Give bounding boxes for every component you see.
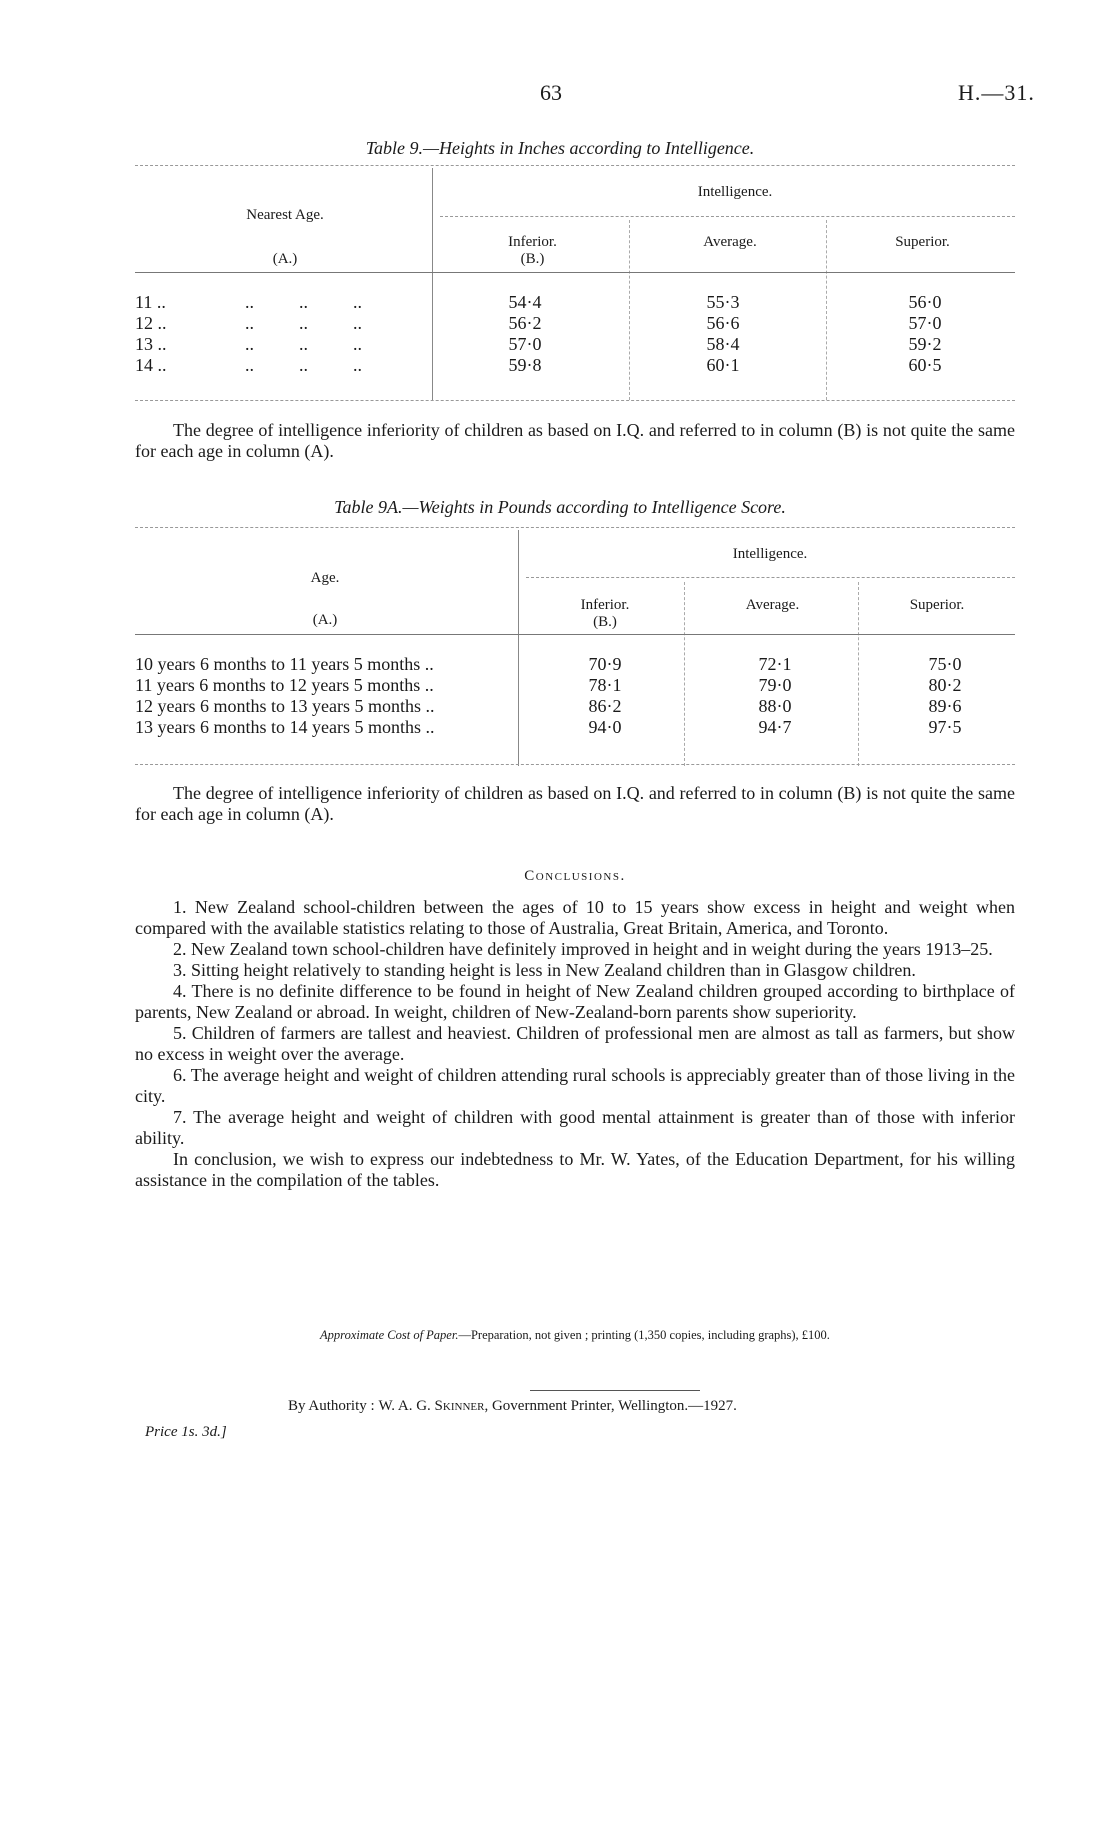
cost-label: Approximate Cost of Paper. (320, 1328, 459, 1342)
table9a-col-inferior-sub: (B.) (593, 614, 617, 630)
cost-text: —Preparation, not given ; printing (1,350 copies, including graphs), £100. (458, 1328, 830, 1342)
table9-cell-superior: 56·0 (908, 292, 942, 312)
conclusion-item: 2. New Zealand town school-children have definitely improved in height and in weight during the years 1913–25. (173, 939, 993, 959)
table9-cell-inferior: 57·0 (508, 334, 542, 354)
table9-col-divider-1 (629, 220, 630, 400)
table9a-cell-average: 72·1 (758, 654, 792, 674)
table9a-header-rule (135, 634, 1015, 635)
table9a-cell-inferior: 86·2 (588, 696, 622, 716)
table9-cell-average: 60·1 (706, 355, 740, 375)
table9-age-header: Nearest Age. (246, 207, 324, 223)
table9-col-inferior-sub: (B.) (520, 251, 545, 267)
table9a-col-average: Average. (745, 597, 800, 613)
table9-header-rule (135, 272, 1015, 273)
authority-line (288, 1398, 1028, 1415)
table9a-cell-superior: 75·0 (928, 654, 962, 674)
table9-row-leader: .. .. .. (245, 355, 362, 375)
conclusions-heading: Conclusions. (524, 868, 626, 884)
table9a-note (135, 783, 1015, 825)
table9-cell-average: 55·3 (706, 292, 740, 312)
conclusion-item: 4. There is no definite difference to be found in height of New Zealand children grouped according to birthplace of parents, New Zealand or abroad. In weight, children of New-Zealand-born parents show superiority. (135, 981, 1015, 1022)
table9-cell-superior: 59·2 (908, 334, 942, 354)
table9a-col-divider-2 (858, 582, 859, 766)
table9a-row-age: 10 years 6 months to 11 years 5 months .. (135, 654, 434, 674)
table9a-cell-superior: 80·2 (928, 675, 962, 695)
table9-row-age: 14 .. (135, 355, 167, 375)
authority-prefix: By Authority : (288, 1398, 375, 1414)
table9-cell-superior: 57·0 (908, 313, 942, 333)
table9a-cell-inferior: 78·1 (588, 675, 622, 695)
table9-col-inferior: Inferior. (508, 234, 557, 250)
table9-row-leader: .. .. .. (245, 334, 362, 354)
table9-cell-average: 58·4 (706, 334, 740, 354)
authority-rule (530, 1390, 700, 1391)
table9-col-divider-2 (826, 220, 827, 400)
conclusions-list (135, 897, 1015, 1191)
table9a-col-superior: Superior. (909, 597, 965, 613)
table9-row-age: 13 .. (135, 334, 167, 354)
table9-cell-superior: 60·5 (908, 355, 942, 375)
closing-acknowledgement: In conclusion, we wish to express our indebtedness to Mr. W. Yates, of the Education Department, for his willing assistance in the compilation of the tables. (135, 1149, 1015, 1190)
table9-row-leader: .. .. .. (245, 292, 362, 312)
table9-group-rule (440, 216, 1015, 217)
table9a-note-text: The degree of intelligence inferiority of children as based on I.Q. and referred to in column (B) is not quite the same for each age in column (A). (135, 783, 1015, 824)
table9-cell-inferior: 56·2 (508, 313, 542, 333)
page-number: 63 (540, 80, 562, 105)
table9-group-header: Intelligence. (697, 184, 773, 200)
table9-bottom-rule (135, 400, 1015, 401)
table9a-row-age: 13 years 6 months to 14 years 5 months .. (135, 717, 435, 737)
table9a-cell-average: 79·0 (758, 675, 792, 695)
table9a-cell-superior: 97·5 (928, 717, 962, 737)
table9a-row-age: 11 years 6 months to 12 years 5 months .. (135, 675, 434, 695)
table9-cell-average: 56·6 (706, 313, 740, 333)
conclusion-item: 7. The average height and weight of children with good mental attainment is greater than of those with inferior ability. (135, 1107, 1015, 1148)
price-note: Price 1s. 3d.] (145, 1424, 227, 1440)
cost-note (135, 1328, 1015, 1343)
table9-note (135, 420, 1015, 462)
table9-cell-inferior: 54·4 (508, 292, 542, 312)
table9-age-sub: (A.) (272, 251, 298, 267)
table9-col-superior: Superior. (895, 234, 950, 250)
conclusion-item: 1. New Zealand school-children between the ages of 10 to 15 years show excess in height and weight when compared with the available statistics relating to those of Australia, Great Britain, America, and Toronto. (135, 897, 1015, 938)
table9a-bottom-rule (135, 764, 1015, 765)
conclusion-item: 6. The average height and weight of children attending rural schools is appreciably greater than of those living in the city. (135, 1065, 1015, 1106)
table9a-row-age: 12 years 6 months to 13 years 5 months .. (135, 696, 435, 716)
table9-row-age: 12 .. (135, 313, 167, 333)
conclusion-item: 5. Children of farmers are tallest and heaviest. Children of professional men are almost as tall as farmers, but show no excess in weight over the average. (135, 1023, 1015, 1064)
table9a-age-header: Age. (310, 570, 340, 586)
table9a-caption: Table 9A.—Weights in Pounds according to Intelligence Score. (334, 497, 786, 517)
table9-caption: Table 9.—Heights in Inches according to Intelligence. (365, 138, 755, 158)
table9a-age-sub: (A.) (312, 612, 338, 628)
table9-col-average: Average. (703, 234, 757, 250)
authority-suffix: Government Printer, Wellington.—1927. (491, 1398, 737, 1414)
table9-cell-inferior: 59·8 (508, 355, 542, 375)
conclusion-item: 3. Sitting height relatively to standing height is less in New Zealand children than in Glasgow children. (173, 960, 916, 980)
table9-note-text: The degree of intelligence inferiority of children as based on I.Q. and referred to in column (B) is not quite the same for each age in column (A). (135, 420, 1015, 461)
table9a-cell-inferior: 94·0 (588, 717, 622, 737)
table9a-cell-average: 94·7 (758, 717, 792, 737)
table9-row-leader: .. .. .. (245, 313, 362, 333)
table9-row-age: 11 .. (135, 292, 166, 312)
table9a-group-rule (526, 577, 1015, 578)
table9-age-divider (432, 168, 433, 400)
document-reference: H.—31. (958, 80, 1035, 105)
table9a-top-rule (135, 527, 1015, 528)
table9-top-rule (135, 165, 1015, 166)
table9a-group-header: Intelligence. (732, 546, 808, 562)
table9a-col-inferior: Inferior. (580, 597, 630, 613)
table9a-cell-superior: 89·6 (928, 696, 962, 716)
table9a-cell-average: 88·0 (758, 696, 792, 716)
printer-name: W. A. G. Skinner, (378, 1398, 489, 1414)
table9a-col-divider-1 (684, 582, 685, 766)
table9a-age-divider (518, 530, 519, 766)
table9a-cell-inferior: 70·9 (588, 654, 622, 674)
